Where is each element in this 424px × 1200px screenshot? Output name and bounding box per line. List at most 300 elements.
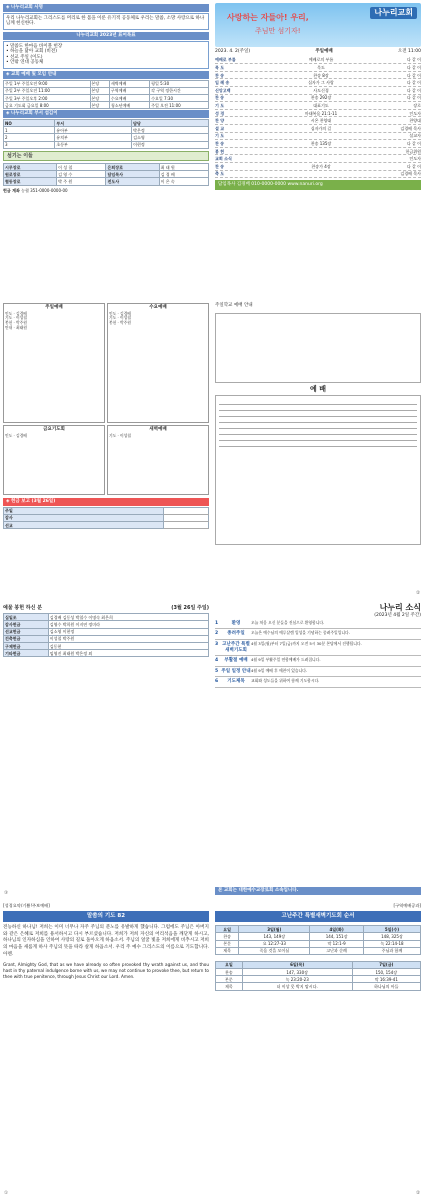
cell: [164, 514, 209, 521]
news-body: 4월 3일(월)부터 7일(금)까지 오전 5시 30분 본당에서 진행됩니다.: [251, 640, 362, 646]
service-cell: 주일 1부 주일오전 9:00: [4, 80, 91, 87]
bulletin-page-6: [212, 600, 424, 900]
cell: 본문: [216, 976, 243, 983]
cell: 찬송: [216, 969, 243, 976]
bulletin-page-1: [0, 0, 212, 300]
person: 박주원: [15, 320, 27, 326]
cell: 주님과 함께: [363, 947, 420, 954]
cell: 김영수 박희원 이지연 정미라: [48, 621, 208, 628]
cell: 더 이상 못 박지 맙시다.: [242, 983, 352, 990]
order-row: [215, 171, 421, 179]
order-who: 인도자: [409, 110, 421, 116]
row: 인도 · 김경배: [109, 310, 131, 316]
order-val: 찬송 135장: [310, 140, 332, 146]
cell: 이성철 박주원: [48, 635, 208, 642]
cell: 담임목사: [106, 171, 159, 178]
cell: 김 영 수: [57, 171, 106, 178]
offering-date: (3월 26일 주일): [171, 605, 209, 611]
news-header: [215, 603, 421, 619]
staff-table: [3, 163, 209, 186]
news-title: 나누리 소식: [379, 603, 421, 612]
order-key: 성 경: [215, 110, 225, 116]
service-col: [107, 303, 209, 423]
cell: 148, 325장: [363, 933, 420, 940]
order-who: 다 같 이: [406, 87, 421, 93]
order-who: 헌금위원: [405, 148, 421, 154]
table-row: [4, 134, 209, 141]
order-key: 예배로 부름: [215, 57, 236, 63]
person: 이성철: [119, 432, 131, 438]
news-heading: 종려주일: [227, 631, 245, 637]
person: 최태원: [15, 324, 27, 330]
order-val: [247, 133, 395, 138]
memo-lines: [215, 395, 421, 545]
cell: 막 16:39-41: [352, 976, 420, 983]
order-who: 인도자: [409, 156, 421, 162]
service-cell: 주일 3부 주일오후 2:00: [4, 95, 91, 102]
row: 기도 · 이성철: [5, 315, 27, 321]
news-num: 3: [215, 641, 219, 647]
table-row: [4, 507, 209, 514]
row: 기도 · 이성철: [109, 432, 131, 438]
order-who: 다 같 이: [406, 65, 421, 71]
service-cell: 수요일 7:30: [150, 95, 209, 102]
cell: 김소영: [132, 134, 209, 141]
offering-title: ◈ 헌금 보고 (3월 26일): [3, 498, 209, 506]
order-row: [215, 125, 421, 133]
prayer-head: [성경요약/기쁨!주보예배]: [3, 903, 50, 908]
service-cell: 본당: [90, 102, 109, 109]
order-row: [215, 110, 421, 118]
service-table: [3, 80, 209, 110]
order-row: [215, 87, 421, 95]
order-key: 축 도: [215, 171, 225, 177]
table-header: [4, 120, 209, 127]
col-title: 새벽예배: [149, 427, 167, 432]
table-row: [4, 178, 209, 185]
news-body: 교회와 성도들을 위하여 함께 기도합시다.: [251, 678, 320, 684]
schedule-table-1: [215, 925, 421, 955]
bulletin-page-3: [0, 300, 212, 600]
cell: 선교헌금: [4, 628, 49, 635]
order-val: 시온 찬양대: [310, 118, 332, 124]
cell: 1: [4, 127, 55, 134]
col-header: 4일(화): [310, 926, 364, 933]
person: 박주원: [119, 320, 131, 326]
page-number: ②: [415, 1191, 420, 1197]
cell: 유치부: [55, 134, 132, 141]
cell: 눅 23:20-23: [242, 976, 352, 983]
news-num: 5: [215, 668, 219, 674]
service-name: 주일예배: [315, 49, 333, 54]
order-row: [215, 95, 421, 103]
prayer-title: 말씀의 기도 82: [3, 911, 209, 922]
role: 인도: [5, 432, 13, 438]
service-cell: 금요 기도회 금요일 8:00: [4, 102, 91, 109]
offering-title: 예물 봉헌 하신 분: [3, 605, 43, 611]
order-row: [215, 57, 421, 65]
news-item: [215, 656, 421, 667]
cell: 150, 154장: [352, 969, 420, 976]
order-row: [215, 102, 421, 110]
service-col: [3, 425, 105, 495]
table-row: [4, 95, 209, 102]
order-key: 찬 송: [215, 95, 225, 101]
table-row: [216, 983, 421, 990]
news-footer: 본 교회는 대한예수교장로회 소속입니다.: [215, 887, 421, 895]
role: 기도: [5, 315, 13, 321]
bulletin-page-8: [212, 900, 424, 1200]
bulletin-page-2: [212, 0, 424, 300]
cell: 143, 149장: [239, 933, 310, 940]
order-row: [215, 163, 421, 171]
cell: 유아부: [55, 127, 132, 134]
cell: 하나님의 아들: [352, 983, 420, 990]
cell: 제목: [216, 947, 239, 954]
service-columns: [3, 303, 209, 423]
table-row: [4, 514, 209, 521]
table-row: [4, 80, 209, 87]
news-list: [215, 619, 421, 688]
news-item: [215, 677, 421, 688]
prayer-english: Grant, Almighty God, that as we have already so often provoked thy wrath against us, and thou hast in thy paternal indulgence borne with us, we may not continue to provoke thee, but return to thee with true penitence, through Jesus Christ our Lord. Amen.: [3, 962, 209, 979]
slogan-sub: 주님만 섬기자!: [255, 27, 301, 35]
news-heading: 주일 일정 안내: [221, 668, 251, 674]
goal-item: • 선교 주일 (이도): [6, 54, 43, 60]
cell: 고난과 순례: [310, 947, 364, 954]
order-row: [215, 155, 421, 163]
offering-table: [3, 507, 209, 530]
order-key: 기 도: [215, 133, 225, 139]
order-val: 찬송 292장: [310, 95, 332, 101]
cell: 이 성 철: [57, 164, 106, 171]
cell: 구제헌금: [4, 643, 49, 650]
service-cell: 수요예배: [109, 95, 149, 102]
cell: 김경배 김동성 박철수 이명숙 최은희: [48, 614, 208, 621]
service-cell: 각 구역 정한시간: [150, 87, 209, 94]
cell: 막 12:1-9: [310, 940, 364, 947]
service-cell: 본당: [90, 87, 109, 94]
page-number: ③: [4, 891, 9, 897]
news-item: [215, 629, 421, 640]
cell: [164, 522, 209, 529]
row: 기도 · 이성철: [109, 315, 131, 321]
service-cell: 새벽예배: [109, 80, 149, 87]
cell: 147, 330장: [242, 969, 352, 976]
schedule-head: [구역예배공과]: [393, 903, 421, 908]
news-heading: 환영: [231, 620, 241, 626]
table-header: [216, 926, 421, 933]
table-row: [4, 102, 209, 109]
table-row: [216, 940, 421, 947]
table-row: [4, 171, 209, 178]
person: 이성철: [15, 315, 27, 321]
service-columns-2: [3, 425, 209, 495]
order-list: [215, 57, 421, 179]
slogan: 사랑하는 자들아! 우리,: [227, 13, 309, 22]
order-who: 김경배 목사: [400, 125, 421, 131]
header-banner: [215, 3, 421, 47]
order-val: 찬송가 4장: [311, 163, 331, 169]
table-row: [216, 933, 421, 940]
order-key: 입 례 송: [215, 80, 230, 86]
vision-text: 우리 나누리교회는 그리스도를 머리로 한 몸을 이룬 유기적 공동체로 우리는 말씀, 소망 사랑으로 하나님께 헌신한다.: [3, 13, 209, 30]
note-box: [215, 313, 421, 383]
cell: 눅 22:14-18: [363, 940, 420, 947]
order-who: 장로: [413, 102, 421, 108]
church-logo: 나누리교회: [370, 7, 417, 19]
service-cell: 주일 오전 11:00: [150, 102, 209, 109]
vision-title: ◈ 나누리교회 사명: [3, 4, 209, 12]
order-key: 교회 소식: [215, 156, 232, 162]
table-row: [4, 127, 209, 134]
col-header: 부서: [55, 120, 132, 127]
cell: 협동장로: [4, 178, 57, 185]
table-row: [4, 635, 209, 642]
service-info: [215, 49, 421, 55]
table-row: [4, 164, 209, 171]
order-key: 찬 송: [215, 163, 225, 169]
order-key: 묵 도: [215, 65, 225, 71]
table-row: [4, 621, 209, 628]
table-row: [4, 522, 209, 529]
service-title: ◈ 교회 예배 및 모임 안내: [3, 71, 209, 79]
bulletin-page-7: [0, 900, 212, 1200]
cell: 요 12:27-33: [239, 940, 310, 947]
cell: 시무장로: [4, 164, 57, 171]
bulletin-page-4: [212, 300, 424, 600]
service-cell: 평일 5:30: [150, 80, 209, 87]
role: 봉헌: [109, 320, 117, 326]
cell: 찬송: [216, 933, 239, 940]
news-num: 4: [215, 658, 219, 664]
table-row: [216, 976, 421, 983]
order-row: [215, 148, 421, 156]
service-cell: 청소년예배: [109, 102, 149, 109]
service-col: [107, 425, 209, 495]
schedule-table-2: [215, 961, 421, 991]
order-val: 대표기도: [313, 102, 329, 108]
offering-header: [3, 605, 209, 611]
prayer-body: 전능하신 하나님! 저희는 이미 너무나 자주 주님의 분노를 유발하게 했습니다. 그럼에도 주님은 아버지와 같은 은혜로 저희를 용서하시고 다시 부르셨습니다. 저희가 저희 자신의 어리석음을 깨닫게 하시고, 하나님의 인자하심을 인하여 사랑의 길로 돌아오게 하옵소서. 주님의 얼굴 빛을 저희에게 비추시고 저희의 마음을 새롭게 하사 주님의 뜻을 따라 살게 하옵소서. 우리 주 예수 그리스도의 이름으로 기도합니다. 아멘.: [3, 925, 209, 957]
cell: 임영진 최태원 박은정 외: [48, 650, 208, 657]
col-header: 요일: [216, 961, 243, 968]
col-header: 6일(목): [242, 961, 352, 968]
cell: 최 태 원: [159, 164, 208, 171]
account-label: 헌금 계좌: [3, 187, 20, 193]
cell: 이 은 숙: [159, 178, 208, 185]
role: 안내: [5, 324, 13, 330]
cell: 기타헌금: [4, 650, 49, 657]
order-key: 신앙고백: [215, 87, 231, 93]
goal-item: • 안팎 연대 공동체: [6, 60, 44, 66]
cell: 주일: [4, 507, 164, 514]
service-cell: 주일 2부 주일오전 11:00: [4, 87, 91, 94]
news-body: 오늘은 예수님의 예루살렘 입성을 기념하는 종려주일입니다.: [251, 630, 350, 636]
memo-line: [219, 441, 417, 447]
role: 인도: [109, 310, 117, 316]
news-num: 6: [215, 679, 219, 685]
table-row: [4, 628, 209, 635]
cell: 감사헌금: [4, 621, 49, 628]
cell: 십일조: [4, 614, 49, 621]
order-who: 다 같 이: [406, 80, 421, 86]
person: 이성철: [119, 315, 131, 321]
order-who: 김경배 목사: [400, 171, 421, 177]
order-who: 다 같 이: [406, 140, 421, 146]
staff-title: 섬기는 이들: [3, 151, 209, 161]
cell: 은퇴장로: [106, 164, 159, 171]
news-item: [215, 640, 421, 656]
cell: [164, 507, 209, 514]
person: 김경배: [15, 432, 27, 438]
group-table: [3, 119, 209, 149]
cell: 감사: [4, 514, 164, 521]
order-row: [215, 64, 421, 72]
news-heading: 기도제목: [227, 679, 245, 685]
service-date: 2023. 4. 2(주일): [215, 49, 251, 54]
cell: 전도사: [106, 178, 159, 185]
cell: 이현정: [132, 141, 209, 148]
cell: 건축헌금: [4, 635, 49, 642]
cell: 2: [4, 134, 55, 141]
order-who: 다 같 이: [406, 95, 421, 101]
col-header: 7일(금): [352, 961, 420, 968]
role: 봉헌: [5, 320, 13, 326]
cell: 박은정: [132, 127, 209, 134]
schedule-title: 고난주간 특별새벽기도회 순서: [215, 911, 421, 922]
section-title: 예 배: [310, 384, 326, 393]
col-header: 요일: [216, 926, 239, 933]
table-row: [216, 969, 421, 976]
role: 인도: [5, 310, 13, 316]
col-header: 5일(수): [363, 926, 420, 933]
cell: 제목: [216, 983, 243, 990]
role: 기도: [109, 432, 117, 438]
person: 김경배: [119, 310, 131, 316]
order-who: 다 같 이: [406, 72, 421, 78]
order-row: [215, 117, 421, 125]
row: 봉헌 · 박주원: [5, 320, 27, 326]
order-key: 찬 양: [215, 118, 225, 124]
order-row: [215, 79, 421, 87]
col-header: NO: [4, 120, 55, 127]
news-body: 4월 9일 예배 후 애찬이 있습니다.: [251, 667, 308, 673]
service-cell: 본당: [90, 95, 109, 102]
cell: 김동현: [48, 643, 208, 650]
cell: 선교: [4, 522, 164, 529]
order-who: 찬양대: [409, 118, 421, 124]
row: 인도 · 김경배: [5, 432, 27, 438]
news-body: 4월 9일 부활주일 연합예배가 드려집니다.: [251, 657, 321, 663]
cell: 144, 151장: [310, 933, 364, 940]
offering-list: [3, 613, 209, 657]
order-val: 십자가의 길: [310, 125, 332, 131]
order-key: 봉 헌: [215, 148, 225, 154]
page-number: ②: [415, 591, 420, 597]
cell: 김소영 이현정: [48, 628, 208, 635]
news-num: 2: [215, 631, 219, 637]
page-number: ①: [4, 1191, 9, 1197]
goal-item: • 하늘을 닮아 교회 (비전): [6, 49, 58, 55]
table-row: [4, 643, 209, 650]
col-title: 수요예배: [149, 305, 167, 310]
news-body: 오늘 처음 오신 분들을 진심으로 환영합니다.: [251, 619, 325, 625]
goal-list: [3, 41, 209, 70]
col-title: 금요기도회: [43, 427, 65, 432]
footer-bar: 담임목사 김경배 010-0000-0000 www.nanuri.org: [215, 180, 421, 190]
cell: 죽음 것을 모이심: [239, 947, 310, 954]
order-val: 마태복음 21:1-11: [304, 110, 338, 116]
table-row: [4, 650, 209, 657]
order-row: [215, 72, 421, 80]
table-row: [4, 87, 209, 94]
news-item: [215, 619, 421, 630]
order-val: [247, 149, 395, 154]
service-col: [3, 303, 105, 423]
col-header: 3일(월): [239, 926, 310, 933]
person: 김경배: [15, 310, 27, 316]
cell: 박 주 원: [57, 178, 106, 185]
goal-item: • 말씀도 한마음 바이블 헌장: [6, 43, 63, 49]
goal-title: 나누리교회 2023년 표어목표: [3, 32, 209, 40]
order-val: 십자가 그 사랑: [308, 80, 334, 86]
order-key: 찬 송: [215, 72, 225, 78]
order-val: 예배로의 부름: [308, 57, 334, 63]
col-title: 주일예배: [45, 305, 63, 310]
row: 봉헌 · 박주원: [109, 320, 131, 326]
cell: 3: [4, 141, 55, 148]
account-number: 농협 351-0000-0000-00: [21, 187, 68, 193]
table-row: [4, 614, 209, 621]
order-row: [215, 140, 421, 148]
cell: 김 경 배: [159, 171, 208, 178]
bulletin-page-5: [0, 600, 212, 900]
service-time: 오전 11:00: [397, 49, 421, 54]
row: 인도 · 김경배: [5, 310, 27, 316]
service-cell: 본당: [90, 80, 109, 87]
news-heading: 부활절 예배: [224, 658, 248, 664]
order-val: [247, 171, 395, 176]
table-row: [216, 947, 421, 954]
news-item: [215, 667, 421, 678]
order-val: [247, 156, 395, 161]
order-who: 설교자: [409, 133, 421, 139]
order-row: [215, 133, 421, 141]
role: 기도: [109, 315, 117, 321]
col-header: 담당: [132, 120, 209, 127]
cell: 원로장로: [4, 171, 57, 178]
group-title: ◈ 나누리교회 부서 섬김이: [3, 110, 209, 118]
account-line: [3, 188, 209, 193]
order-who: 다 같 이: [406, 57, 421, 63]
row: 안내 · 최태원: [5, 324, 27, 330]
order-key: 찬 송: [215, 140, 225, 146]
service-cell: 구역예배: [109, 87, 149, 94]
order-key: 기 도: [215, 102, 225, 108]
news-heading: 고난주간 특별새벽기도회: [222, 641, 250, 653]
order-who: 다 같 이: [406, 163, 421, 169]
order-val: 사도신경: [313, 87, 329, 93]
news-num: 1: [215, 620, 219, 626]
table-row: [4, 141, 209, 148]
table-header: [216, 961, 421, 968]
order-val: 묵도: [317, 65, 325, 71]
page-title: 주일학교 예배 안내: [215, 303, 253, 308]
news-date: (2023년 4월 2일 주간): [374, 613, 421, 618]
cell: 본문: [216, 940, 239, 947]
order-val: 찬송 8장: [313, 72, 329, 78]
